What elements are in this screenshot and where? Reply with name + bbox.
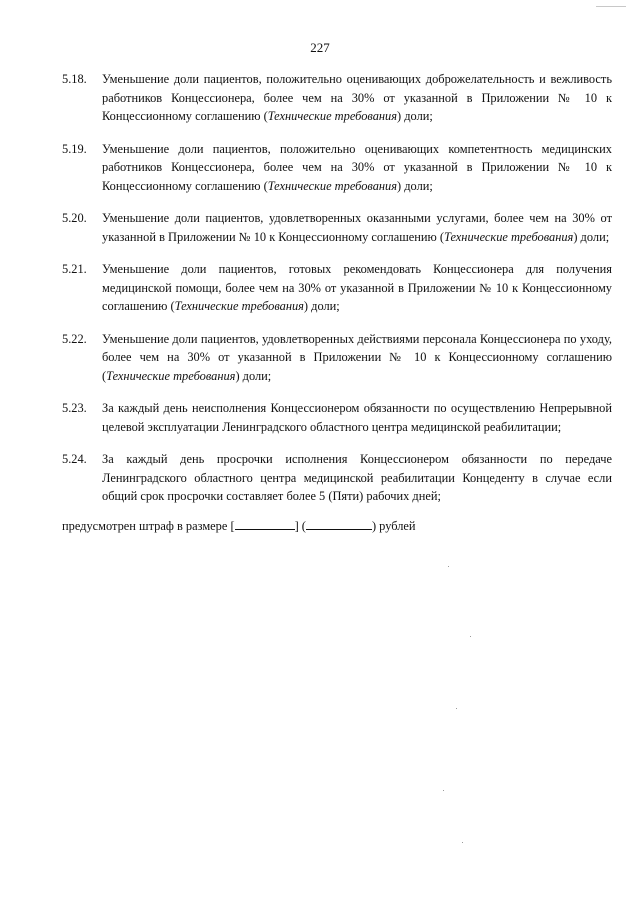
clause-number: 5.18. <box>62 72 87 86</box>
clause-number: 5.20. <box>62 211 87 225</box>
clause-text: Уменьшение доли пациентов, удовлетворенных оказанными услугами, более чем на 30% от указанной в Приложении № 10 к Концессионному соглашению (Технические требования) доли; <box>102 211 612 244</box>
clause-text: За каждый день просрочки исполнения Концессионером обязанности по передаче Ленинградского областного центра медицинской реабилитации Концеденту в случае если общий срок просрочки составляет более 5 (Пяти) рабочих дней; <box>102 452 612 503</box>
scan-speck <box>448 566 449 567</box>
amount-digits-blank[interactable] <box>235 517 295 530</box>
clause-text: Уменьшение доли пациентов, положительно оценивающих доброжелательность и вежливость работников Концессионера, более чем на 30% от указанной в Приложении № 10 к Концессионному соглашению (Технические требования) доли; <box>102 72 612 123</box>
clause-item <box>62 450 612 506</box>
clause-italic: Технические требования <box>106 368 236 383</box>
clause-number: 5.21. <box>62 262 87 276</box>
scan-speck <box>462 842 463 843</box>
clause-item <box>62 399 612 436</box>
clause-number: 5.23. <box>62 401 87 415</box>
clause-item <box>62 209 612 246</box>
scan-speck <box>443 790 444 791</box>
clause-number: 5.22. <box>62 331 87 346</box>
page-number: 227 <box>310 40 330 55</box>
clause-number: 5.24. <box>62 452 87 466</box>
scan-speck <box>456 708 457 709</box>
clause-text: За каждый день неисполнения Концессионером обязанности по осуществлению Непрерывной целевой эксплуатации Ленинградского областного центра медицинской реабилитации; <box>102 401 612 434</box>
amount-words-blank[interactable] <box>306 517 372 530</box>
clause-text: Уменьшение доли пациентов, готовых рекомендовать Концессионера для получения медицинской помощи, более чем на 30% от указанной в Приложении № 10 к Концессионному соглашению (Технические требования) доли; <box>102 262 612 313</box>
clause-italic: Технические требования <box>267 109 398 123</box>
clause-number: 5.19. <box>62 141 87 156</box>
penalty-suffix: ) рублей <box>371 519 416 533</box>
clause-item <box>62 260 612 316</box>
clause-item <box>62 330 612 386</box>
penalty-prefix: предусмотрен штраф в размере [ <box>62 519 235 533</box>
scan-speck <box>470 636 471 637</box>
clause-text: Уменьшение доли пациентов, удовлетворенных действиями персонала Концессионера по уходу, более чем на 30% от указанной в Приложении № 10 к Концессионному соглашению (Технические требования) доли; <box>102 331 612 383</box>
penalty-statement <box>62 517 416 536</box>
clause-italic: Технические требования <box>174 299 304 313</box>
clause-italic: Технические требования <box>267 178 398 193</box>
clause-list <box>62 70 612 520</box>
clause-italic: Технические требования <box>444 229 574 244</box>
penalty-middle: ] ( <box>294 519 306 533</box>
clause-item <box>62 140 612 196</box>
clause-text: Уменьшение доли пациентов, положительно оценивающих компетентность медицинских работников Концессионера, более чем на 30% от указанной в Приложении № 10 к Концессионному соглашению (Технические требования) доли; <box>102 141 612 193</box>
clause-item <box>62 70 612 126</box>
scan-artifact <box>596 6 626 7</box>
